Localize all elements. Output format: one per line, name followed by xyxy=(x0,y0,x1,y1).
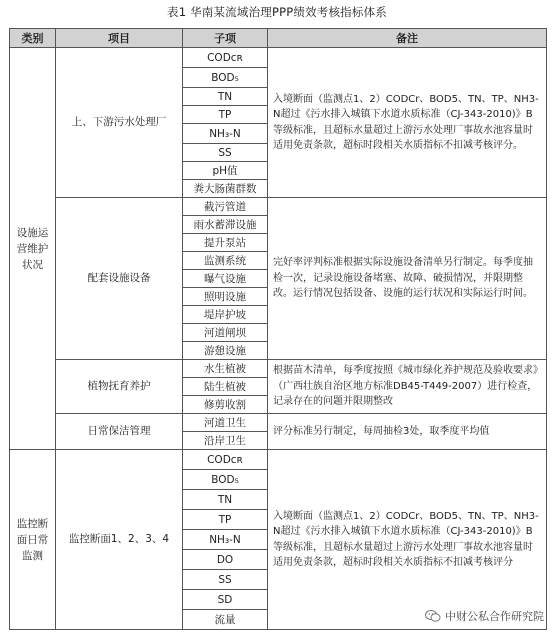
header-category: 类别 xyxy=(10,29,56,48)
header-item: 项目 xyxy=(56,29,183,48)
subitem-cell: TP xyxy=(183,106,268,124)
subitem-cell: 流量 xyxy=(183,610,268,630)
subitem-cell: 提升泵站 xyxy=(183,234,268,252)
subitem-cell: 修剪收割 xyxy=(183,396,268,414)
subitem-cell: 游憩设施 xyxy=(183,342,268,360)
subitem-cell: BOD₅ xyxy=(183,470,268,490)
subitem-cell: 河道卫生 xyxy=(183,414,268,432)
subitem-cell: TN xyxy=(183,490,268,510)
header-row xyxy=(10,29,547,48)
subitem-cell: pH值 xyxy=(183,162,268,180)
subitem-cell: 粪大肠菌群数 xyxy=(183,180,268,198)
subitem-cell: 照明设施 xyxy=(183,288,268,306)
table-row xyxy=(10,48,547,68)
kpi-table xyxy=(9,28,547,630)
item-cell: 监控断面1、2、3、4 xyxy=(56,450,183,630)
subitem-cell: 堤岸护坡 xyxy=(183,306,268,324)
note-cell: 完好率评判标准根据实际设施设备清单另行制定。每季度抽检一次，记录设施设备堵塞、故障、破损情况，并限期整改。运行情况包括设备、设施的运行状况和实际运行时间。 xyxy=(268,198,547,360)
table-row xyxy=(10,360,547,378)
subitem-cell: SD xyxy=(183,590,268,610)
subitem-cell: TN xyxy=(183,88,268,106)
subitem-cell: NH₃-N xyxy=(183,530,268,550)
header-subitem: 子项 xyxy=(183,29,268,48)
table-row xyxy=(10,414,547,432)
subitem-cell: CODᴄʀ xyxy=(183,450,268,470)
subitem-cell: 监测系统 xyxy=(183,252,268,270)
category-cell: 监控断面日常监测 xyxy=(10,450,56,630)
table-row xyxy=(10,450,547,470)
item-cell: 配套设施设备 xyxy=(56,198,183,360)
note-cell: 根据苗木清单，每季度按照《城市绿化养护规范及验收要求》（广西壮族自治区地方标准DB45-T449-2007）进行检查，记录存在的问题并限期整改 xyxy=(268,360,547,414)
item-cell: 植物抚育养护 xyxy=(56,360,183,414)
table-title: 表1 华南某流域治理PPP绩效考核指标体系 xyxy=(167,5,387,19)
subitem-cell: TP xyxy=(183,510,268,530)
note-cell: 入境断面（监测点1、2）CODCr、BOD5、TN、TP、NH3-N超过《污水排入城镇下水道水质标准（CJ-343-2010)》B等级标准，且超标水量超过上游污水处理厂事故水池容量时适用免责条款，超标时段相关水质指标不扣减考核评分 xyxy=(268,450,547,630)
subitem-cell: SS xyxy=(183,570,268,590)
subitem-cell: BOD₅ xyxy=(183,68,268,88)
category-cell: 设施运营维护状况 xyxy=(10,48,56,450)
subitem-cell: 水生植被 xyxy=(183,360,268,378)
subitem-cell: SS xyxy=(183,144,268,162)
note-cell: 评分标准另行制定，每周抽检3处，取季度平均值 xyxy=(268,414,547,450)
header-note: 备注 xyxy=(268,29,547,48)
subitem-cell: 雨水蓄滞设施 xyxy=(183,216,268,234)
watermark-text: 中财公私合作研究院 xyxy=(445,610,544,623)
subitem-cell: 河道闸坝 xyxy=(183,324,268,342)
subitem-cell: 沿岸卫生 xyxy=(183,432,268,450)
subitem-cell: 截污管道 xyxy=(183,198,268,216)
item-cell: 日常保洁管理 xyxy=(56,414,183,450)
subitem-cell: 曝气设施 xyxy=(183,270,268,288)
table-row xyxy=(10,198,547,216)
item-cell: 上、下游污水处理厂 xyxy=(56,48,183,198)
subitem-cell: NH₃-N xyxy=(183,124,268,144)
subitem-cell: CODᴄʀ xyxy=(183,48,268,68)
note-cell: 入境断面（监测点1、2）CODCr、BOD5、TN、TP、NH3-N超过《污水排入城镇下水道水质标准（CJ-343-2010)》B等级标准，且超标水量超过上游污水处理厂事故水池容量时适用免责条款，超标时段相关水质指标不扣减考核评分。 xyxy=(268,48,547,198)
subitem-cell: DO xyxy=(183,550,268,570)
watermark xyxy=(425,608,544,624)
wechat-icon xyxy=(425,609,441,623)
subitem-cell: 陆生植被 xyxy=(183,378,268,396)
